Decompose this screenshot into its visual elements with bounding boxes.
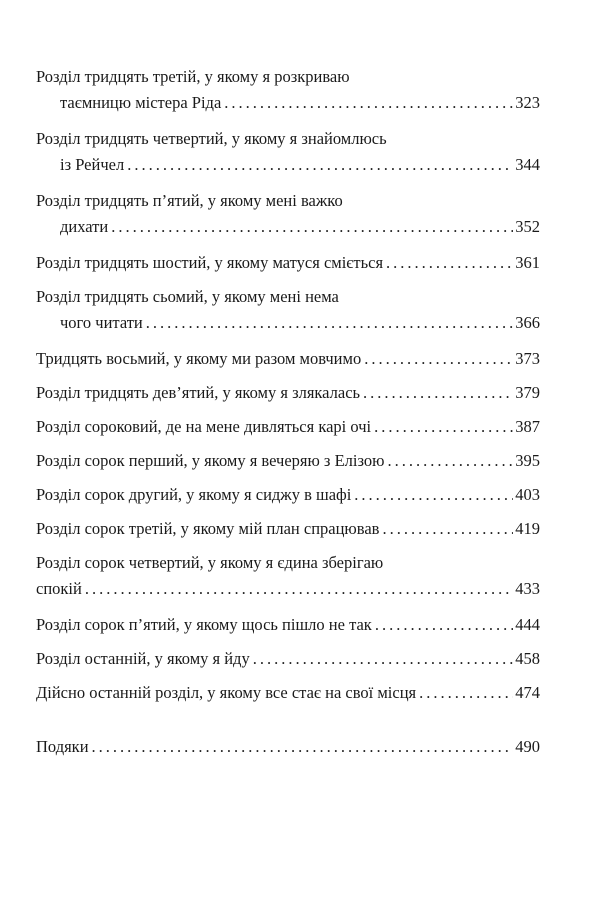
dot-leader bbox=[386, 250, 513, 276]
dot-leader bbox=[92, 734, 514, 760]
section-gap bbox=[36, 714, 540, 734]
dot-leader bbox=[85, 576, 513, 602]
toc-entry-title: Розділ тридцять дев’ятий, у якому я злякалась bbox=[36, 383, 361, 402]
toc-page-number: 444 bbox=[515, 615, 540, 634]
dot-leader bbox=[146, 310, 513, 336]
toc-entry bbox=[36, 346, 540, 372]
toc-entry bbox=[36, 448, 540, 474]
toc-entry-title: Розділ останній, у якому я йду bbox=[36, 649, 250, 668]
toc-page-number: 387 bbox=[515, 417, 540, 436]
toc-page-number: 379 bbox=[515, 383, 540, 402]
toc-page-number: 433 bbox=[515, 579, 540, 598]
dot-leader bbox=[363, 380, 513, 406]
toc-page-number: 361 bbox=[515, 253, 540, 272]
toc-page-number: 458 bbox=[515, 649, 540, 668]
toc-entry bbox=[36, 188, 540, 240]
toc-entry-title: Тридцять восьмий, у якому ми разом мовчимо bbox=[36, 349, 362, 368]
toc-entry-title-continuation: таємницю містера Ріда bbox=[60, 93, 222, 112]
toc-entry bbox=[36, 516, 540, 542]
dot-leader bbox=[364, 346, 513, 372]
toc-entry-title: Розділ тридцять третій, у якому я розкриваю bbox=[36, 67, 350, 86]
toc-entry bbox=[36, 414, 540, 440]
table-of-contents bbox=[36, 64, 540, 768]
toc-entry-title: Розділ сорок третій, у якому мій план спрацював bbox=[36, 519, 380, 538]
toc-entry bbox=[36, 380, 540, 406]
dot-leader bbox=[382, 516, 513, 542]
toc-entry-title: Подяки bbox=[36, 737, 89, 756]
toc-entry-title: Розділ сорок четвертий, у якому я єдина зберігаю bbox=[36, 553, 384, 572]
dot-leader bbox=[111, 214, 513, 240]
toc-entry-title-continuation: спокій bbox=[36, 579, 82, 598]
toc-page-number: 419 bbox=[515, 519, 540, 538]
toc-entry bbox=[36, 550, 540, 602]
toc-entry-title: Розділ тридцять шостий, у якому матуся сміється bbox=[36, 253, 384, 272]
dot-leader bbox=[127, 152, 513, 178]
dot-leader bbox=[354, 482, 513, 508]
toc-entry bbox=[36, 482, 540, 508]
toc-entry bbox=[36, 646, 540, 672]
toc-page-number: 395 bbox=[515, 451, 540, 470]
toc-page-number: 352 bbox=[515, 217, 540, 236]
toc-page-number: 474 bbox=[515, 683, 540, 702]
toc-page-number: 344 bbox=[515, 155, 540, 174]
toc-entry-title-continuation: чого читати bbox=[60, 313, 143, 332]
dot-leader bbox=[419, 680, 513, 706]
toc-entry-title: Розділ сорок п’ятий, у якому щось пішло не так bbox=[36, 615, 372, 634]
toc-entry bbox=[36, 250, 540, 276]
toc-entry bbox=[36, 284, 540, 336]
dot-leader bbox=[253, 646, 514, 672]
toc-entry bbox=[36, 64, 540, 116]
dot-leader bbox=[224, 90, 513, 116]
toc-page-number: 323 bbox=[515, 93, 540, 112]
toc-entry bbox=[36, 126, 540, 178]
toc-entry-title: Дійсно останній розділ, у якому все стає на свої місця bbox=[36, 683, 417, 702]
toc-entry-title: Розділ сороковий, де на мене дивляться карі очі bbox=[36, 417, 372, 436]
toc-entry-acknowledgements bbox=[36, 734, 540, 760]
dot-leader bbox=[374, 414, 513, 440]
dot-leader bbox=[375, 612, 513, 638]
toc-entry-title: Розділ тридцять сьомий, у якому мені нема bbox=[36, 287, 339, 306]
dot-leader bbox=[387, 448, 513, 474]
toc-entry bbox=[36, 612, 540, 638]
toc-entry-title: Розділ сорок другий, у якому я сиджу в шафі bbox=[36, 485, 352, 504]
toc-page-number: 373 bbox=[515, 349, 540, 368]
toc-entry-title: Розділ тридцять п’ятий, у якому мені важко bbox=[36, 191, 343, 210]
toc-page-number: 490 bbox=[515, 737, 540, 756]
toc-entry-title: Розділ тридцять четвертий, у якому я знайомлюсь bbox=[36, 129, 387, 148]
toc-page-number: 366 bbox=[515, 313, 540, 332]
toc-entry bbox=[36, 680, 540, 706]
toc-entry-title: Розділ сорок перший, у якому я вечеряю з Елізою bbox=[36, 451, 385, 470]
toc-entry-title-continuation: дихати bbox=[60, 217, 109, 236]
toc-page-number: 403 bbox=[515, 485, 540, 504]
toc-entry-title-continuation: із Рейчел bbox=[60, 155, 125, 174]
